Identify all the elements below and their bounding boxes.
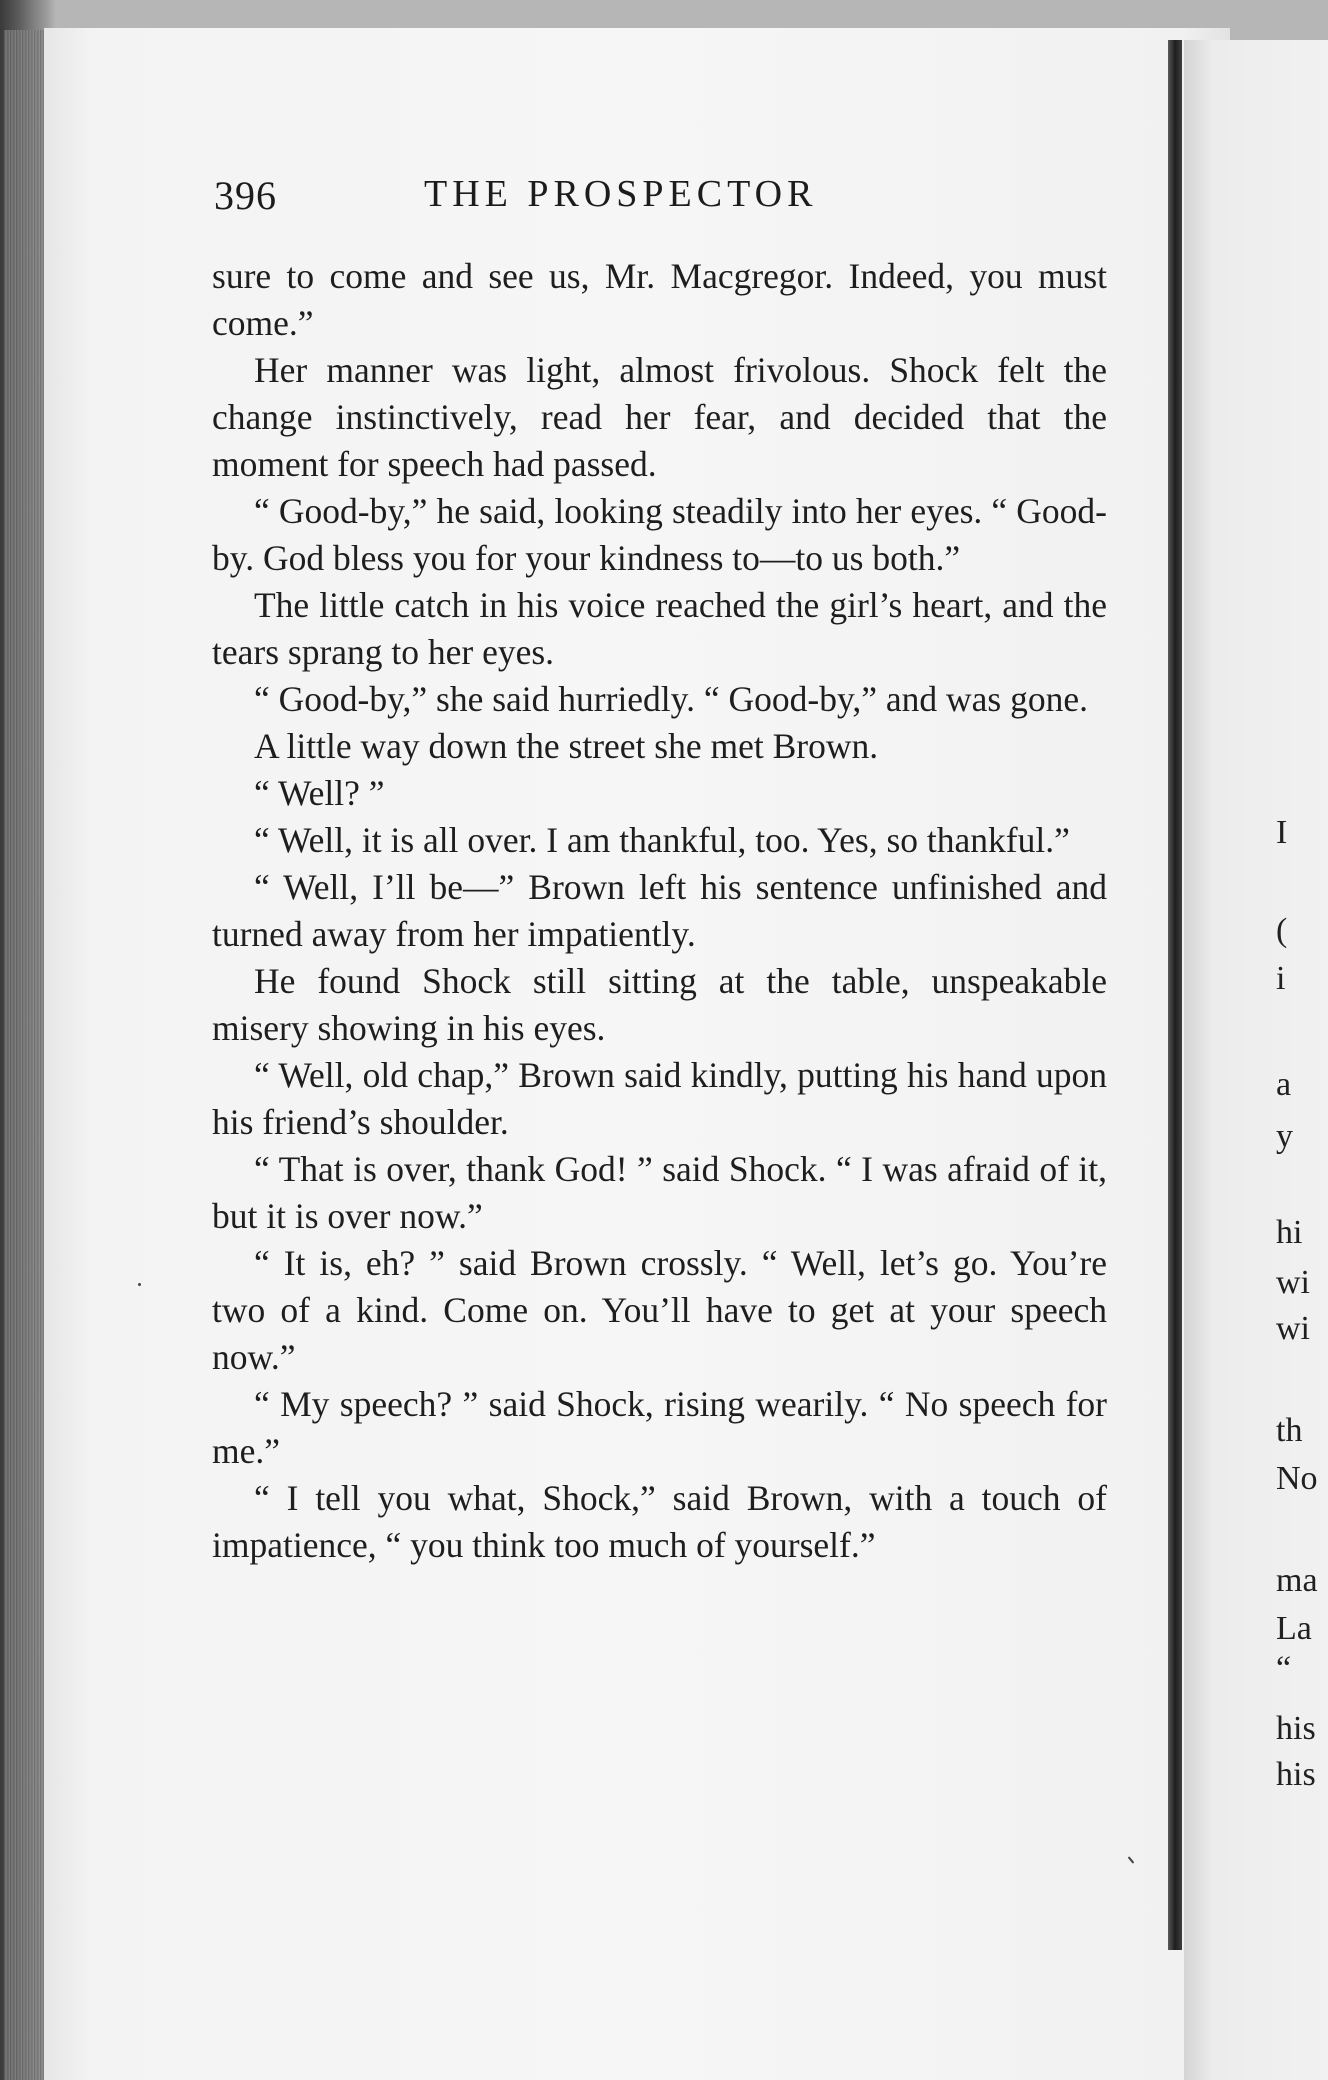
- facing-page-fragment: wi: [1276, 1310, 1310, 1347]
- facing-page-fragment: I: [1276, 814, 1288, 851]
- facing-page-fragment: th: [1276, 1412, 1303, 1449]
- facing-page-fragment: a: [1276, 1066, 1292, 1103]
- paragraph: “ My speech? ” said Shock, rising wearily. “ No speech for me.”: [212, 1384, 1107, 1471]
- paragraph: He found Shock still sitting at the table, unspeakable misery showing in his eyes.: [212, 961, 1107, 1048]
- paragraph: “ That is over, thank God! ” said Shock. “ I was afraid of it, but it is over now.”: [212, 1149, 1107, 1236]
- facing-page-fragment: “: [1276, 1650, 1292, 1687]
- facing-page-fragment: i: [1276, 960, 1286, 997]
- facing-page-fragment: his: [1276, 1756, 1316, 1793]
- facing-page-fragment: ma: [1276, 1562, 1318, 1599]
- facing-page-fragment: (: [1276, 912, 1288, 949]
- page-number: 396: [214, 173, 277, 218]
- paragraph: “ Good-by,” she said hurriedly. “ Good-by,” and was gone.: [254, 679, 1089, 719]
- facing-page-fragment: hi: [1276, 1214, 1303, 1251]
- facing-page-fragment: La: [1276, 1610, 1312, 1647]
- paragraph: Her manner was light, almost frivolous. Shock felt the change instinctively, read her fear, and decided that the moment for speech had passed.: [212, 350, 1107, 484]
- facing-page-fragment: wi: [1276, 1264, 1310, 1301]
- paragraph: “ I tell you what, Shock,” said Brown, with a touch of impatience, “ you think too much of yourself.”: [212, 1478, 1107, 1565]
- facing-page-fragment: y: [1276, 1118, 1293, 1155]
- paragraph: “ Good-by,” he said, looking steadily into her eyes. “ Good-by. God bless you for your kindness to—to us both.”: [212, 491, 1107, 578]
- running-title: THE PROSPECTOR: [424, 173, 818, 215]
- paragraph: “ It is, eh? ” said Brown crossly. “ Well, let’s go. You’re two of a kind. Come on. You’ll have to get at your speech now.”: [212, 1243, 1107, 1377]
- facing-page-fragment: his: [1276, 1710, 1316, 1747]
- facing-page-fragment: No: [1276, 1460, 1318, 1497]
- paragraph: “ Well, it is all over. I am thankful, too. Yes, so thankful.”: [254, 820, 1070, 860]
- paragraph: “ Well, I’ll be—” Brown left his sentence unfinished and turned away from her impatiently.: [212, 867, 1107, 954]
- scan-speck: [138, 1283, 141, 1286]
- paragraph: A little way down the street she met Brown.: [254, 726, 879, 766]
- paragraph: “ Well? ”: [254, 773, 385, 813]
- paragraph: The little catch in his voice reached the girl’s heart, and the tears sprang to her eyes.: [212, 585, 1107, 672]
- paragraph: “ Well, old chap,” Brown said kindly, putting his hand upon his friend’s shoulder.: [212, 1055, 1107, 1142]
- paragraph: sure to come and see us, Mr. Macgregor. Indeed, you must come.”: [212, 256, 1107, 343]
